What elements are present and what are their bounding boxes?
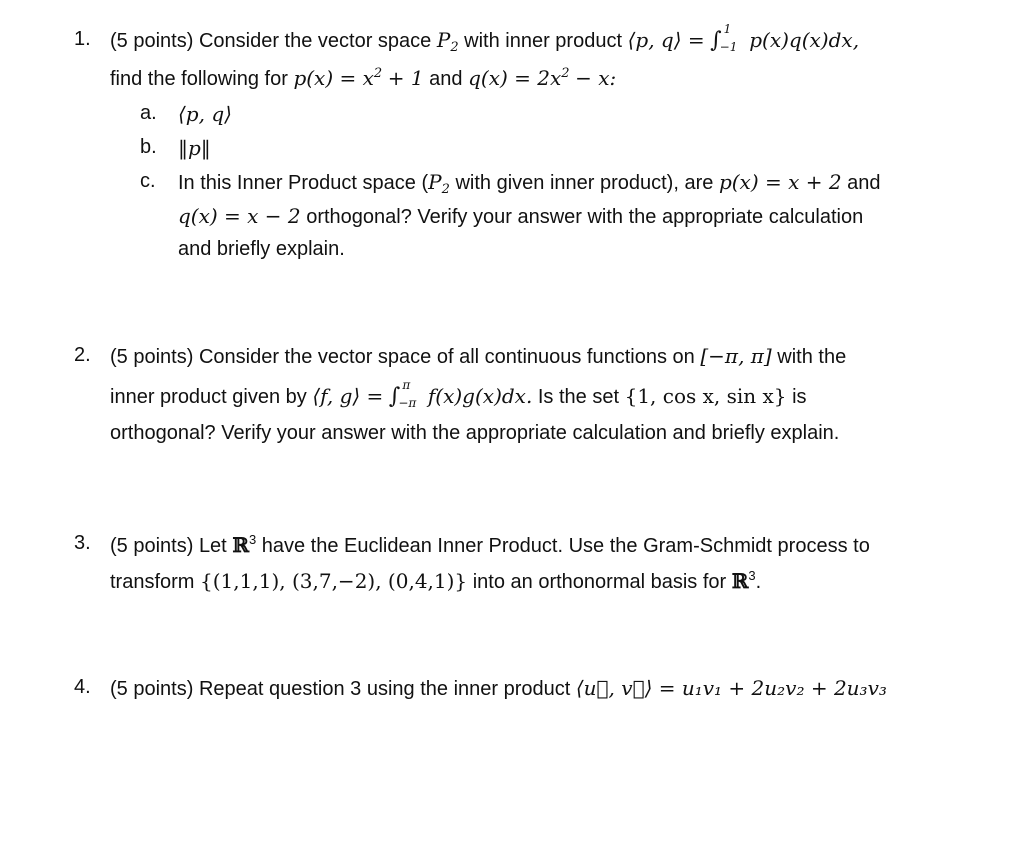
subscript: 2 xyxy=(441,182,450,197)
text: with the xyxy=(777,346,847,368)
question-4-line-1 xyxy=(110,676,887,701)
text: Repeat question 3 using the inner product xyxy=(198,678,571,700)
math-symbol: P xyxy=(428,170,442,194)
subscript: 2 xyxy=(450,40,459,55)
integral-limits xyxy=(719,22,744,54)
text: inner product given by xyxy=(110,386,307,408)
real-space-symbol: ℝ xyxy=(232,533,249,557)
c-p-definition: p(x) = x + 2 xyxy=(718,170,842,194)
subpart-label-a: a. xyxy=(140,102,157,124)
text: Is the set xyxy=(537,386,620,408)
text: with inner product xyxy=(464,30,623,52)
text: find the following for xyxy=(110,68,288,90)
q-definition-tail: − x: xyxy=(575,66,617,90)
question-1 xyxy=(74,22,974,268)
question-number: 2. xyxy=(74,344,91,366)
question-3-line-1 xyxy=(110,532,870,558)
p-definition-tail: + 1 xyxy=(387,66,424,90)
question-1-line-2 xyxy=(110,66,616,91)
exponent: 2 xyxy=(561,66,570,81)
subpart-a-text: ⟨p, q⟩ xyxy=(178,102,232,126)
text: into an orthonormal basis for xyxy=(472,571,727,593)
inner-product-definition: ⟨u⃗, v⃗⟩ = u₁v₁ + 2u₂v₂ + 2u₃v₃ xyxy=(575,676,887,700)
subpart-label-c: c. xyxy=(140,170,156,192)
question-number: 3. xyxy=(74,532,91,554)
math-space xyxy=(436,28,459,55)
question-2-line-2 xyxy=(110,378,807,410)
real-space-symbol: ℝ xyxy=(731,569,749,593)
integrand: p(x)q(x)dx, xyxy=(749,28,860,52)
text: Let xyxy=(198,535,227,557)
question-3 xyxy=(74,532,974,602)
inner-product-expr: ⟨p, q⟩ = xyxy=(627,28,705,52)
points-label: (5 points) xyxy=(110,678,194,700)
p-definition: p(x) = x xyxy=(293,66,374,90)
points-label: (5 points) xyxy=(110,30,194,52)
upper-limit: 1 xyxy=(723,22,732,36)
inner-product-expr: ⟨f, g⟩ = xyxy=(312,384,384,408)
points-label: (5 points) xyxy=(110,346,194,368)
integrand: f(x)g(x)dx. xyxy=(427,384,533,408)
subpart-c-line-3: and briefly explain. xyxy=(178,238,345,260)
question-2-line-3: orthogonal? Verify your answer with the appropriate calculation and briefly explain. xyxy=(110,422,840,444)
integral-sign: ∫ xyxy=(388,384,401,409)
lower-limit: −π xyxy=(398,396,417,410)
integral-sign: ∫ xyxy=(710,28,722,53)
question-2 xyxy=(74,344,974,454)
question-1-line-1 xyxy=(110,22,860,55)
math-symbol: P xyxy=(436,28,451,52)
question-4 xyxy=(74,676,974,710)
points-label: (5 points) xyxy=(110,535,194,557)
text: and xyxy=(847,172,881,194)
exponent: 3 xyxy=(248,532,257,547)
exponent: 3 xyxy=(748,568,756,583)
question-number: 1. xyxy=(74,28,91,50)
question-number: 4. xyxy=(74,676,91,698)
text: transform xyxy=(110,571,195,593)
text: Consider the vector space xyxy=(198,30,432,52)
c-q-definition: q(x) = x − 2 xyxy=(178,204,301,228)
function-set: {1, cos x, sin x} xyxy=(624,384,787,408)
subpart-label-b: b. xyxy=(140,136,157,158)
text: is xyxy=(792,386,807,408)
subpart-c-line-2 xyxy=(178,204,863,229)
question-2-line-1 xyxy=(110,344,846,369)
text: have the Euclidean Inner Product. Use the Gram-Schmidt process to xyxy=(261,535,870,557)
text: and xyxy=(429,68,463,90)
q-definition: q(x) = 2x xyxy=(468,66,562,90)
subpart-b-text: ‖p‖ xyxy=(178,136,211,160)
interval: [−π, π] xyxy=(700,344,772,368)
exponent: 2 xyxy=(373,66,383,81)
question-3-line-2 xyxy=(110,568,761,594)
text: Consider the vector space of all continuous functions on xyxy=(198,346,695,368)
text: orthogonal? Verify your answer with the appropriate calculation xyxy=(306,206,864,228)
text: . xyxy=(755,571,762,593)
integral-limits xyxy=(398,378,422,410)
upper-limit: π xyxy=(402,378,411,392)
math-space xyxy=(428,170,450,197)
vector-set: {(1,1,1), (3,7,−2), (0,4,1)} xyxy=(200,569,468,593)
text: In this Inner Product space ( xyxy=(178,172,429,194)
subpart-c-line-1 xyxy=(178,170,881,197)
lower-limit: −1 xyxy=(719,40,738,54)
text: with given inner product), are xyxy=(455,172,714,194)
